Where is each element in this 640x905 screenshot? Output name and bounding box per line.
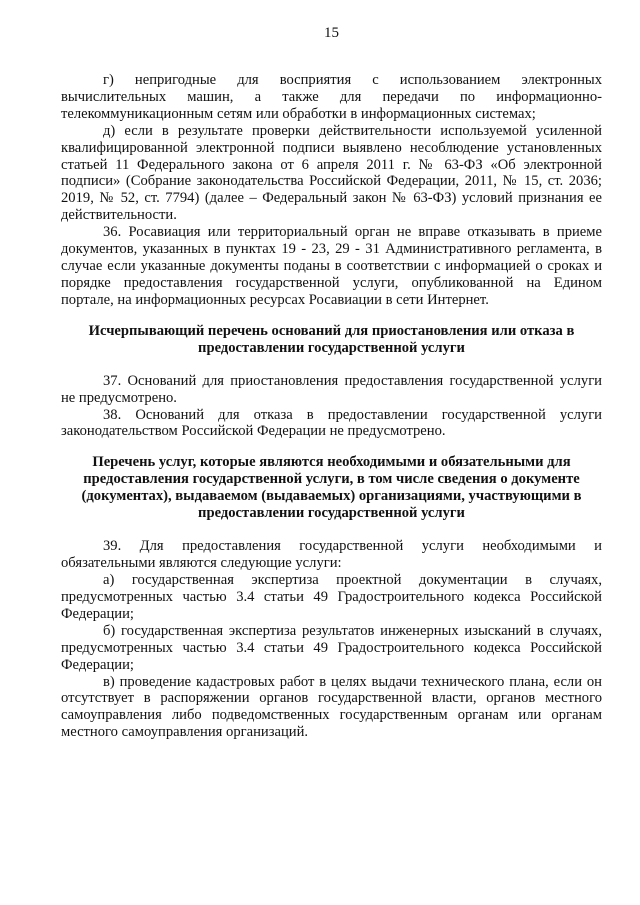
paragraph-d: д) если в результате проверки действительности используемой усиленной квалифицированной электронной подписи выявлено несоблюдение установленных статьей 11 Федерального закона от 6 апреля 2011 г. № 63-ФЗ «Об электронной подписи» (Собрание законодательства Российской Федерации, 2011, № 15, ст. 2036; 2019, № 52, ст. 7794) (далее – Федеральный закон № 63-ФЗ) условий признания ее действительности. [61, 122, 602, 224]
paragraph-39-b: б) государственная экспертиза результатов инженерных изысканий в случаях, предусмотренных частью 3.4 статьи 49 Градостроительного кодекса Российской Федерации; [61, 622, 602, 673]
spacer [61, 522, 602, 538]
section-heading-required-services: Перечень услуг, которые являются необходимыми и обязательными для предоставления государственной услуги, в том числе сведения о документе (документах), выдаваемом (выдаваемых) организациями, участвующими в предоставлении государственной услуги [81, 454, 582, 522]
paragraph-39-v: в) проведение кадастровых работ в целях выдачи технического плана, если он отсутствует в распоряжении органов государственной власти, органов местного самоуправления либо подведомственных государственным органам или органам местного самоуправления организаций. [61, 673, 602, 741]
paragraph-37: 37. Оснований для приостановления предоставления государственной услуги не предусмотрено. [61, 372, 602, 406]
paragraph-38: 38. Оснований для отказа в предоставлении государственной услуги законодательством Российской Федерации не предусмотрено. [61, 406, 602, 440]
spacer [61, 440, 602, 454]
paragraph-g: г) непригодные для восприятия с использованием электронных вычислительных машин, а также для передачи по информационно-телекоммуникационным сетям или обработки в информационных системах; [61, 72, 602, 122]
paragraph-39-a: а) государственная экспертиза проектной документации в случаях, предусмотренных частью 3.4 статьи 49 Градостроительного кодекса Российской Федерации; [61, 572, 602, 622]
section-heading-suspension-refusal: Исчерпывающий перечень оснований для приостановления или отказа в предоставлении государственной услуги [88, 322, 575, 356]
document-page [61, 24, 602, 741]
page-number: 15 [324, 25, 339, 41]
spacer [61, 357, 602, 373]
spacer [61, 309, 602, 323]
paragraph-39: 39. Для предоставления государственной услуги необходимыми и обязательными являются следующие услуги: [61, 538, 602, 572]
paragraph-36: 36. Росавиация или территориальный орган не вправе отказывать в приеме документов, указанных в пунктах 19 - 23, 29 - 31 Административного регламента, в случае если указанные документы поданы в соответствии с информацией о сроках и порядке предоставления государственной услуги, опубликованной на Едином портале, на информационных ресурсах Росавиации в сети Интернет. [61, 224, 602, 308]
